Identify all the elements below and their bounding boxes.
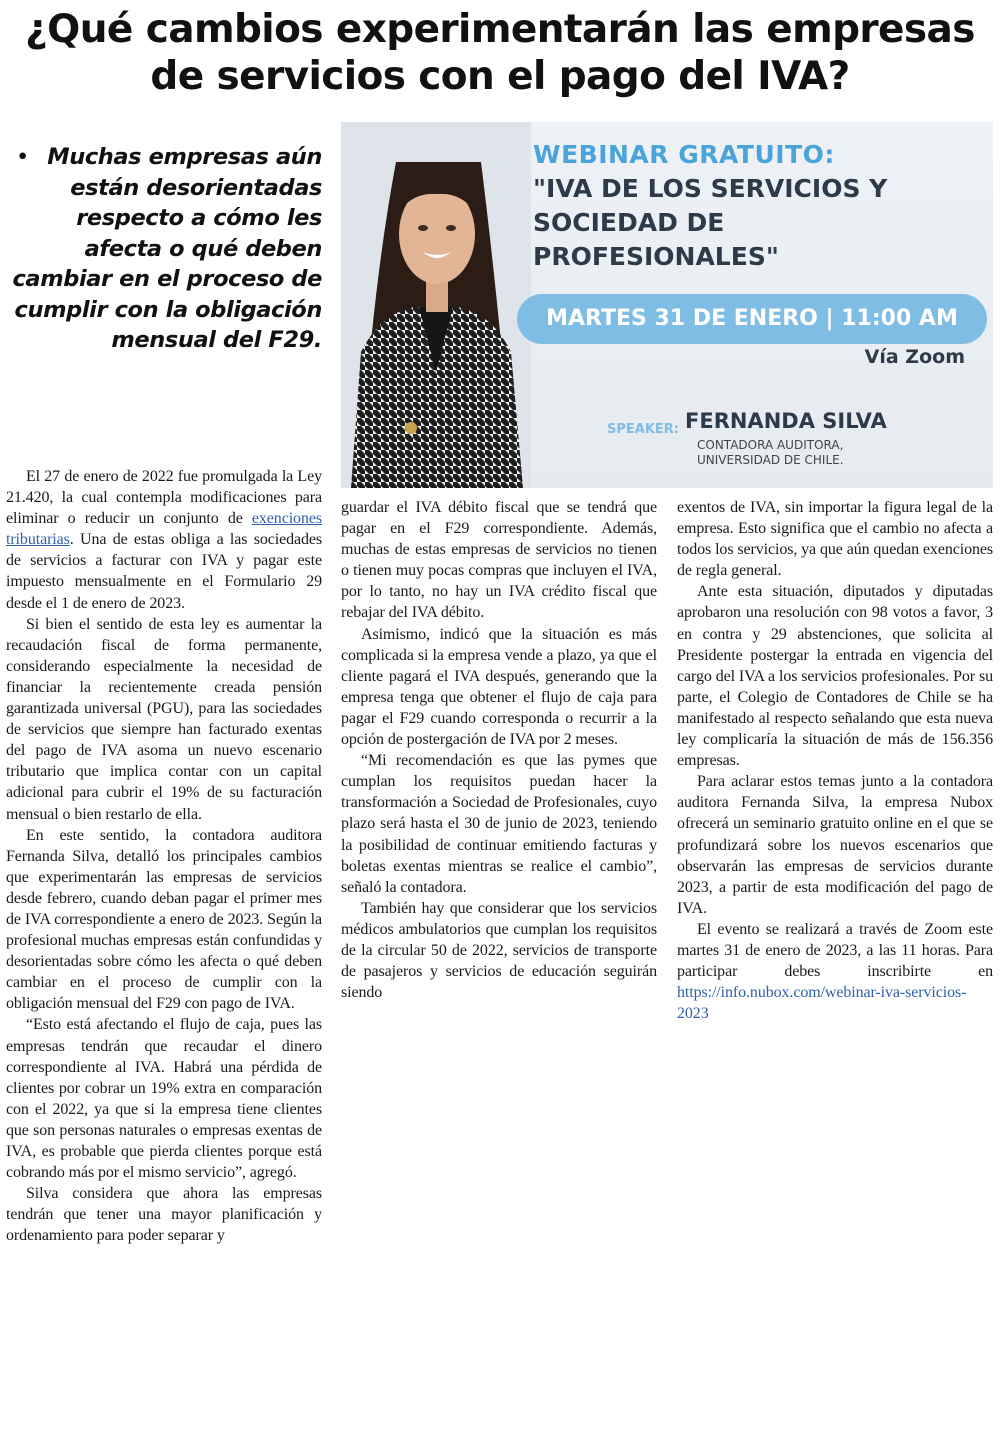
paragraph: Asimismo, indicó que la situación es más complicada si la empresa vende a plazo, ya que el cliente pagará el IVA después, generando que la empresa tenga que obtener el flujo de caja para pagar el F29 cuando corresponda o recurrir a la opción de postergación de IVA por 2 meses. xyxy=(341,625,657,749)
paragraph: Silva considera que ahora las empresas tendrán que tener una mayor planificación y ordenamiento para poder separar y xyxy=(6,1185,322,1245)
paragraph xyxy=(677,919,993,1024)
headline: ¿Qué cambios experimentarán las empresas de servicios con el pago del IVA? xyxy=(25,7,975,99)
paragraph: exentos de IVA, sin importar la figura legal de la empresa. Esto significa que el cambio no afecta a todos los servicios, ya que aún quedan exenciones de regla general. xyxy=(677,499,993,580)
paragraph: “Esto está afectando el flujo de caja, pues las empresas tendrán que recaudar el dinero correspondiente al IVA. Habrá una pérdida de clientes por cobrar un 19% extra en comparación con el 2022, ya que si la empresa tiene clientes que son personas naturales o empresas exentas de IVA, es probable que pierda clientes porque está cobrando más por el mismo servicio”, agregó. xyxy=(6,1016,322,1182)
paragraph: guardar el IVA débito fiscal que se tendrá que pagar en el F29 correspondiente. Además, muchas de estas empresas de servicios no tienen o tienen muy pocas compras que incluyen el IVA, por lo tanto, no hay un IVA crédito fiscal que rebajar del IVA débito. xyxy=(341,499,657,622)
banner-date: MARTES 31 DE ENERO | 11:00 AM xyxy=(546,306,958,331)
paragraph-text: El evento se realizará a través de Zoom este martes 31 de enero de 2023, a las 11 horas. Para participar debes inscribirte en xyxy=(677,920,993,981)
speaker-label: SPEAKER: xyxy=(607,422,679,437)
speaker-name: FERNANDA SILVA xyxy=(685,409,887,433)
paragraph: También hay que considerar que los servicios médicos ambulatorios que cumplan los requisitos de la circular 50 de 2022, servicios de transporte de pasajeros y servicios de educación seguirán siendo xyxy=(341,899,657,1002)
paragraph-text: . Una de estas obliga a las sociedades de servicios a facturar con IVA y pagar este impuesto mensualmente en el Formulario 29 desde el 1 de enero de 2023. xyxy=(6,531,322,612)
paragraph-text: El 27 de enero de 2022 fue promulgada la Ley 21.420, la cual contempla modificaciones para eliminar o reducir un conjunto de xyxy=(6,468,322,528)
bullet-summary xyxy=(12,142,322,356)
bullet-text: Muchas empresas aún están desorientadas respecto a cómo les afecta o qué deben cambiar en el proceso de cumplir con la obligación mensual del F29. xyxy=(12,144,322,353)
paragraph: Si bien el sentido de esta ley es aumentar la recaudación fiscal de forma permanente, considerando especialmente la necesidad de financiar la recientemente creada pensión garantizada universal (PGU), para las sociedades de servicios que siempre han facturado exentas del pago de IVA asoma un nuevo escenario tributario que implica contar con un capital adicional para cubrir el 19% de su facturación mensual o bien restarlo de ella. xyxy=(6,615,322,823)
banner-title-1: WEBINAR GRATUITO: xyxy=(533,140,835,169)
paragraph: Ante esta situación, diputados y diputadas aprobaron una resolución con 98 votos a favor, 3 en contra y 29 abstenciones, que solicita al Presidente postergar la entrada en vigencia del cargo del IVA a los servicios profesionales. Por su parte, el Colegio de Contadores de Chile se ha manifestado al respecto señalando que esta nueva ley complicaría la situación de más de 156.356 empresas. xyxy=(677,583,993,770)
article-column-2 xyxy=(341,497,657,1003)
paragraph: “Mi recomendación es que las pymes que cumplan los requisitos puedan hacer la transformación a Sociedad de Profesionales, cuyo plazo será hasta el 30 de junio de 2023, teniendo la posibilidad de continuar emitiendo facturas y boletas exentas mientras se realice el cambio”, señaló la contadora. xyxy=(341,752,657,896)
speaker-role-1: CONTADORA AUDITORA, xyxy=(697,438,844,452)
paragraph: En este sentido, la contadora auditora Fernanda Silva, detalló los principales cambios que experimentarán las empresas de servicios desde febrero, cuando deban pagar el primer mes de IVA correspondiente a enero de 2023. Según la profesional muchas empresas están confundidas y desorientadas sobre cómo les afecta o qué deben cambiar en el proceso de cumplir con la obligación mensual del F29 con pago de IVA. xyxy=(6,826,322,1013)
bullet-marker: • xyxy=(16,144,29,170)
tax-exemptions-link[interactable]: exenciones tributarias xyxy=(6,510,322,549)
webinar-registration-link[interactable]: https://info.nubox.com/webinar-iva-servicios-2023 xyxy=(677,984,967,1023)
paragraph xyxy=(6,466,322,614)
article-column-1 xyxy=(6,466,322,1246)
banner-title-2: "IVA DE LOS SERVICIOS Y SOCIEDAD DE PROFESIONALES" xyxy=(533,174,888,271)
paragraph: Para aclarar estos temas junto a la contadora auditora Fernanda Silva, la empresa Nubox ofrecerá un seminario gratuito online en el que se profundizará sobre los nuevos escenarios que observarán las empresas de servicios durante 2023, a partir de esta modificación del pago de IVA. xyxy=(677,773,993,917)
speaker-role-2: UNIVERSIDAD DE CHILE. xyxy=(697,453,844,467)
speaker-photo xyxy=(341,122,531,488)
banner-platform: Vía Zoom xyxy=(864,346,965,368)
article-column-3 xyxy=(677,497,993,1024)
webinar-banner xyxy=(341,122,993,488)
